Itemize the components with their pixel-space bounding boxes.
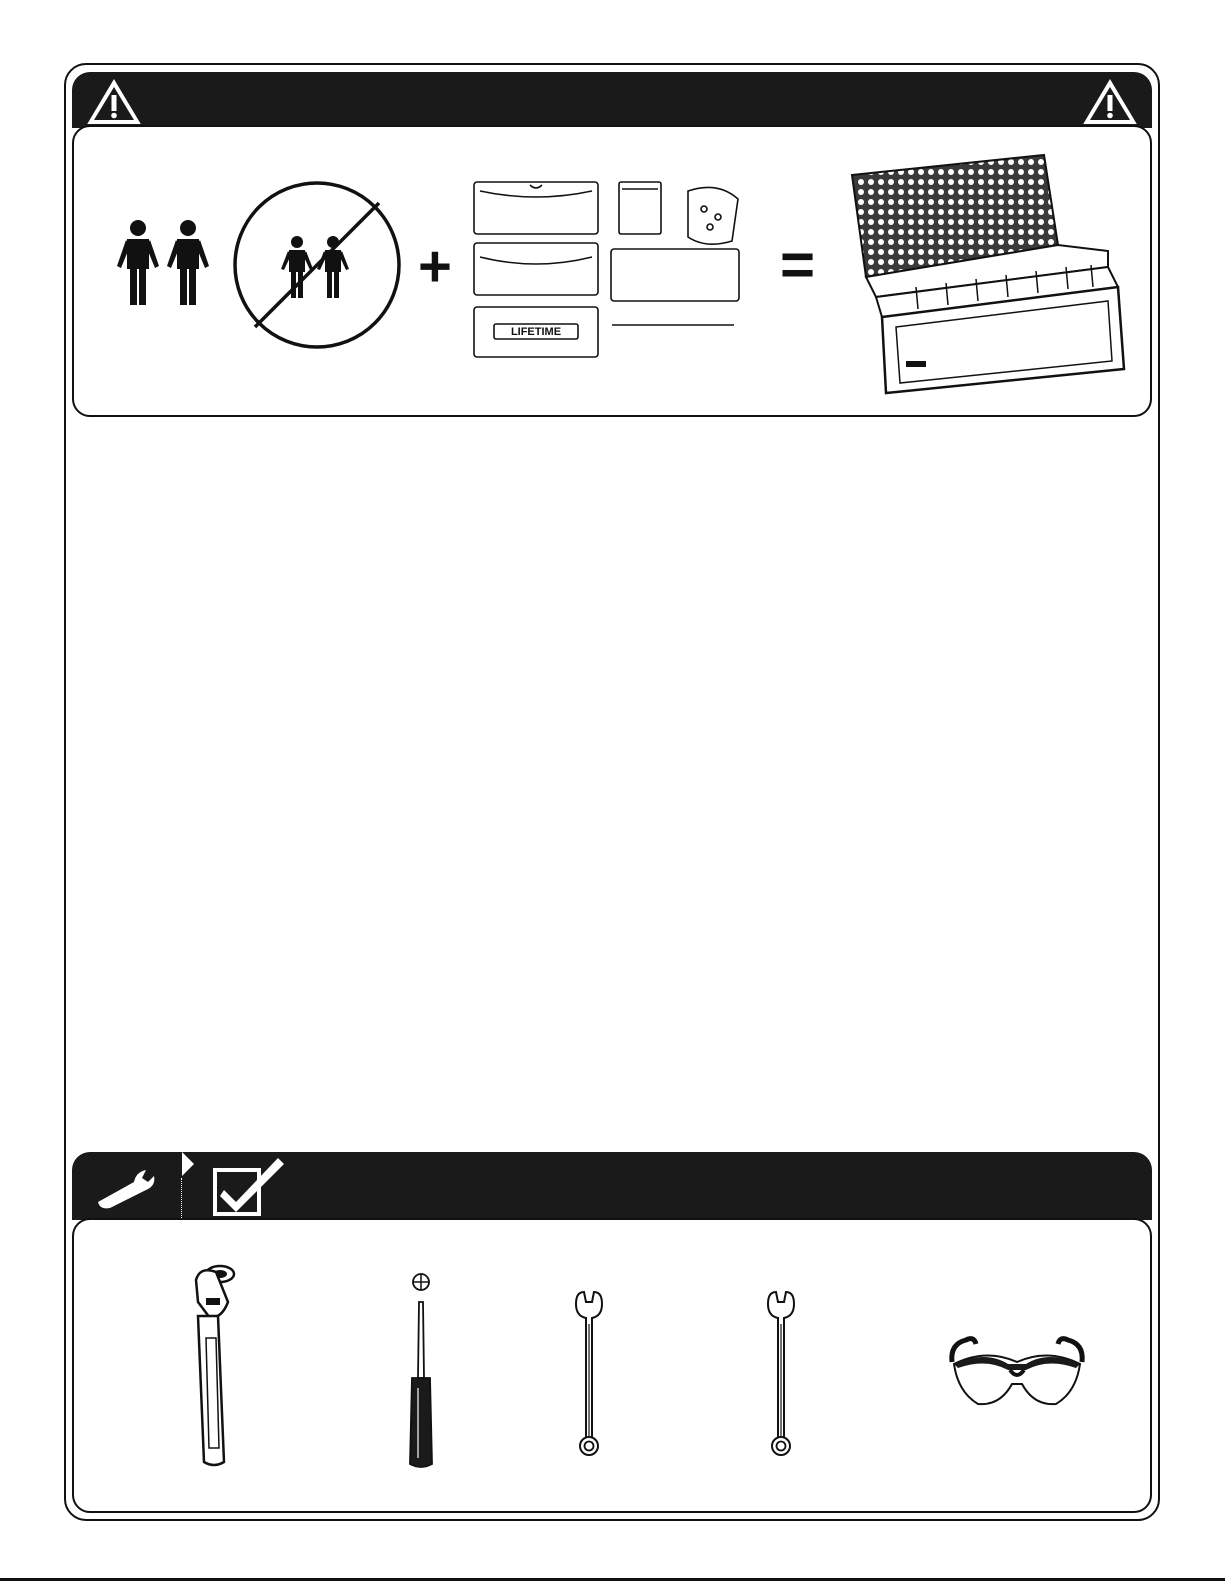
assembly-panel bbox=[72, 125, 1152, 417]
front-panel bbox=[474, 182, 598, 234]
safety-glasses-icon bbox=[946, 1332, 1088, 1414]
back-panel bbox=[474, 243, 598, 295]
warning-triangle-icon bbox=[86, 78, 142, 126]
wrench-icon bbox=[88, 1162, 168, 1210]
tools-panel bbox=[72, 1218, 1152, 1513]
parts-group bbox=[472, 179, 750, 361]
warning-triangle-icon bbox=[1082, 78, 1138, 126]
tab-divider bbox=[182, 1152, 202, 1220]
warning-header bbox=[72, 72, 1152, 128]
no-single-person-icon bbox=[231, 179, 403, 351]
lid-panel bbox=[611, 249, 739, 301]
phillips-screwdriver-icon bbox=[404, 1272, 438, 1468]
deck-box-icon bbox=[846, 147, 1136, 402]
side-panel bbox=[619, 182, 661, 234]
bottom-rule bbox=[0, 1578, 1225, 1581]
dotted-divider bbox=[181, 1178, 182, 1220]
checkbox-checked-icon bbox=[212, 1156, 288, 1218]
brand-text: LIFETIME bbox=[510, 326, 562, 338]
combination-wrench-icon bbox=[764, 1290, 798, 1458]
hardware-bag bbox=[688, 187, 738, 244]
ratchet-socket-icon bbox=[182, 1262, 242, 1470]
combination-wrench-icon bbox=[572, 1290, 606, 1458]
plus-sign: + bbox=[418, 234, 452, 299]
tools-header bbox=[72, 1152, 1152, 1220]
equals-sign: = bbox=[780, 231, 816, 298]
two-people-icon bbox=[110, 219, 218, 311]
